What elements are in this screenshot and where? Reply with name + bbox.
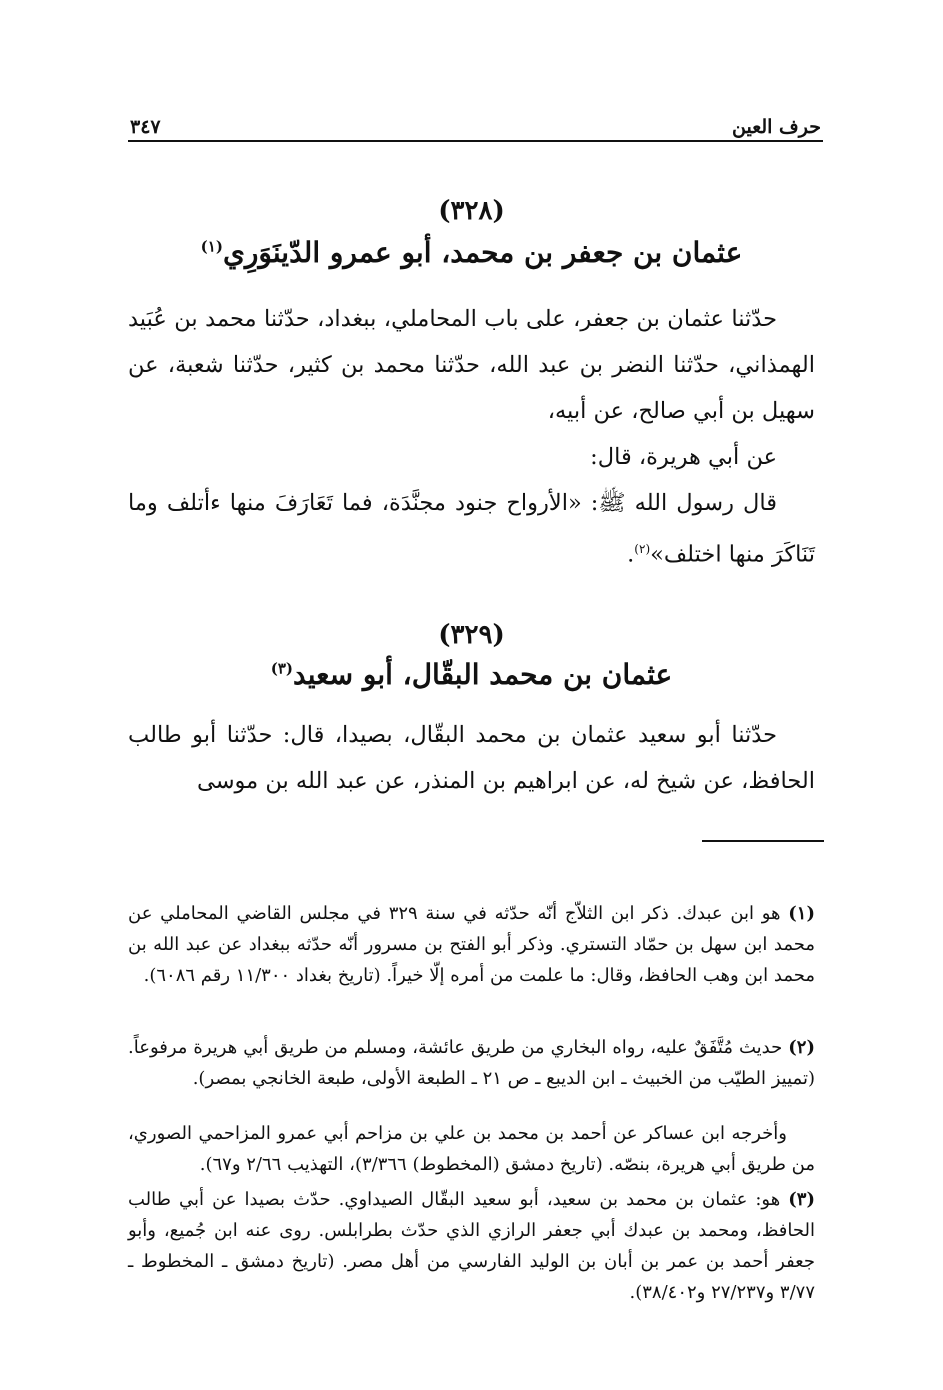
entry-title-328: [0, 236, 943, 269]
footnote-2-continuation: [128, 1118, 815, 1180]
entry-title-text: عثمان بن محمد البقّال، أبو سعيد: [293, 658, 673, 691]
header-rule: [128, 140, 823, 142]
footnote-text: وأخرجه ابن عساكر عن أحمد بن محمد بن علي بن مزاحم أبي عمرو المزاحمي الصوري، من طريق أبي هريرة، بنصّه. (تاريخ دمشق (المخطوط) ٣/٣٦٦)، التهذيب ٢/٦٦ و٦٧).: [128, 1123, 815, 1175]
footnote-ref-3: (٣): [270, 659, 294, 678]
entry-title-329: [0, 658, 943, 691]
isnad-paragraph-328: حدّثنا عثمان بن جعفر، على باب المحاملي، ببغداد، حدّثنا محمد بن عُبَيد الهمذاني، حدّثنا النضر بن عبد الله، حدّثنا محمد بن كثير، حدّثنا شعبة، عن سهيل بن أبي صالح، عن أبيه،: [128, 306, 815, 424]
footnote-separator: [702, 840, 824, 842]
isnad-paragraph-329: حدّثنا أبو سعيد عثمان بن محمد البقّال، بصيدا، قال: حدّثنا أبو طالب الحافظ، عن شيخ له، عن ابراهيم بن المنذر، عن عبد الله بن موسى: [128, 722, 815, 794]
entry-number-329: (٣٢٩): [438, 620, 505, 650]
entry-title-text: عثمان بن جعفر بن محمد، أبو عمرو الدّينَوَرِي: [222, 236, 743, 269]
running-head: [130, 108, 821, 138]
footnote-ref-1: (١): [200, 237, 223, 256]
sahabi-line-328: عن أبي هريرة، قال:: [590, 444, 777, 470]
hadith-matn-328: [128, 480, 815, 578]
footnote-number: (٢): [788, 1037, 815, 1058]
footnote-text: هو ابن عبدك. ذكر ابن الثلاّج أنّه حدّثه في سنة ٣٢٩ في مجلس القاضي المحاملي عن محمد ابن سهل بن حمّاد التستري. وذكر أبو الفتح بن مسرور أنّه حدّثه ببغداد عن عبد الله بن محمد ابن وهب الحافظ، وقال: ما علمت من أمره إلّا خيراً. (تاريخ بغداد ١١/٣٠٠ رقم ٦٠٨٦).: [128, 903, 815, 986]
footnote-number: (١): [788, 903, 815, 924]
entry-number-328: (٣٢٨): [438, 196, 505, 226]
footnote-3: [128, 1184, 815, 1308]
footnote-ref-2: (٢): [634, 542, 651, 556]
footnote-text: هو: عثمان بن محمد بن سعيد، أبو سعيد البقّال الصيداوي. حدّث بصيدا عن أبي طالب الحافظ، ومحمد بن عبدك أبي جعفر الرازي الذي حدّث بطرابلس. روى عنه ابن جُميع، وأبو جعفر أحمد بن عمر بن أبان بن الوليد الفارسي من أهل مصر. (تاريخ دمشق ـ المخطوط ـ ٣/٧٧ و٢٧/٢٣٧ و٣٨/٤٠٢).: [128, 1189, 815, 1303]
chapter-title: حرف العين: [732, 116, 821, 138]
footnote-text: حديث مُتَّفَقٌ عليه، رواه البخاري من طريق عائشة، ومسلم من طريق أبي هريرة مرفوعاً. (تمييز الطيّب من الخبيث ـ ابن الديبع ـ ص ٢١ ـ الطبعة الأولى، طبعة الخانجي بمصر).: [128, 1037, 815, 1089]
hadith-end: .: [627, 541, 635, 568]
footnote-number: (٣): [788, 1189, 815, 1210]
page-number: ٣٤٧: [130, 116, 161, 138]
footnote-2: [128, 1032, 815, 1094]
hadith-text: قال رسول الله ﷺ: «الأرواح جنود مجنَّدَة، فما تَعَارَفَ منها ءأتلف وما تَنَاكَرَ منها اختلف»: [128, 490, 815, 568]
footnote-1: [128, 898, 815, 991]
